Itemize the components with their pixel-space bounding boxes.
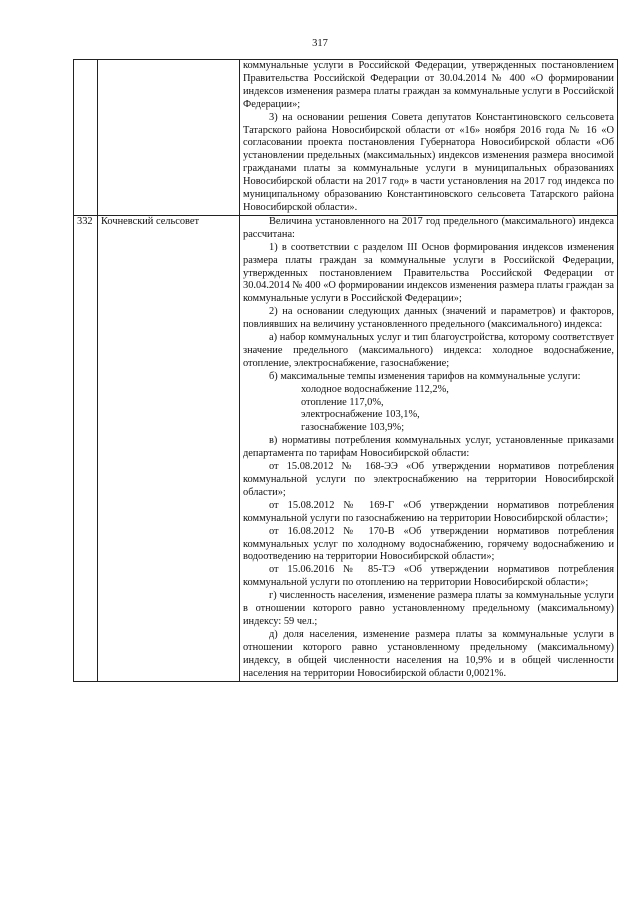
- text-paragraph: от 15.06.2016 № 85-ТЭ «Об утверждении нормативов потребления коммунальной услуги по отоплению на территории Новосибирской области»;: [243, 564, 614, 589]
- index-calculation-text: [240, 215, 618, 681]
- text-paragraph: 1) в соответствии с разделом III Основ формирования индексов изменения размера платы граждан за коммунальные услуги в Российской Федерации, утвержденных постановлением Правительства Российской Федерации от 30.04.2014 № 400 «О формировании индексов изменения размера платы граждан за коммунальные услуги в Российской Федерации»;: [243, 241, 614, 305]
- text-paragraph: в) нормативы потребления коммунальных услуг, установленные приказами департамента по тарифам Новосибирской области:: [243, 435, 614, 460]
- text-paragraph: отопление 117,0%,: [301, 396, 384, 408]
- municipality-name: Кочневский сельсовет: [98, 215, 240, 681]
- row-number: [74, 60, 98, 216]
- page-number: 317: [312, 38, 328, 49]
- table-row: [74, 60, 618, 216]
- table-body: [74, 60, 618, 682]
- text-paragraph: от 15.08.2012 № 169-Г «Об утверждении нормативов потребления коммунальной услуги по газоснабжению на территории Новосибирской области»;: [243, 499, 614, 524]
- text-paragraph: а) набор коммунальных услуг и тип благоустройства, которому соответствует значение предельного (максимального) индекса: холодное водоснабжение, отопление, электроснабжение, газоснабжение;: [243, 332, 614, 369]
- text-paragraph: от 15.08.2012 № 168-ЭЭ «Об утверждении нормативов потребления коммунальной услуги по электроснабжению на территории Новосибирской области»;: [243, 461, 614, 498]
- text-paragraph: г) численность населения, изменение размера платы за коммунальные услуги в отношении которого равно установленному предельному (максимальному) индексу: 59 чел.;: [243, 590, 614, 627]
- text-paragraph: б) максимальные темпы изменения тарифов на коммунальные услуги:: [269, 370, 581, 382]
- table-row: [74, 215, 618, 681]
- text-paragraph: коммунальные услуги в Российской Федерации, утвержденных постановлением Правительства Российской Федерации от 30.04.2014 № 400 «О формировании индексов изменения размера платы граждан за коммунальные услуги в Российской Федерации»;: [243, 60, 614, 110]
- municipality-index-table: [73, 59, 618, 682]
- text-paragraph: 2) на основании следующих данных (значений и параметров) и факторов, повлиявших на величину установленного предельного (максимального) индекса:: [243, 306, 614, 331]
- text-paragraph: д) доля населения, изменение размера платы за коммунальные услуги в отношении которого равно установленному предельному (максимальному) индексу, в общей численности населения на 10,9% и в общей численности населения на территории Новосибирской области 0,0021%.: [243, 628, 614, 679]
- text-paragraph: холодное водоснабжение 112,2%,: [301, 383, 449, 395]
- index-calculation-text: [240, 60, 618, 216]
- text-paragraph: Величина установленного на 2017 год предельного (максимального) индекса рассчитана:: [243, 215, 614, 240]
- municipality-name: [98, 60, 240, 216]
- text-paragraph: электроснабжение 103,1%,: [301, 409, 420, 421]
- text-paragraph: от 16.08.2012 № 170-В «Об утверждении нормативов потребления коммунальных услуг по холодному водоснабжению, горячему водоснабжению и водоотведению на территории Новосибирской области»;: [243, 525, 614, 563]
- text-paragraph: газоснабжение 103,9%;: [301, 422, 405, 434]
- text-paragraph: 3) на основании решения Совета депутатов Константиновского сельсовета Татарского района Новосибирской области от «16» ноября 2016 года № 16 «О согласовании проекта постановления Губернатора Новосибирской области «Об установлении предельных (максимальных) индексов изменения размера вносимой гражданами платы за коммунальные услуги в муниципальных образованиях Новосибирской области на 2017 год» в части установления на 2017 год индекса по муниципальному образованию Константиновского сельсовета Татарского района Новосибирской области».: [243, 111, 614, 213]
- row-number: 332: [74, 215, 98, 681]
